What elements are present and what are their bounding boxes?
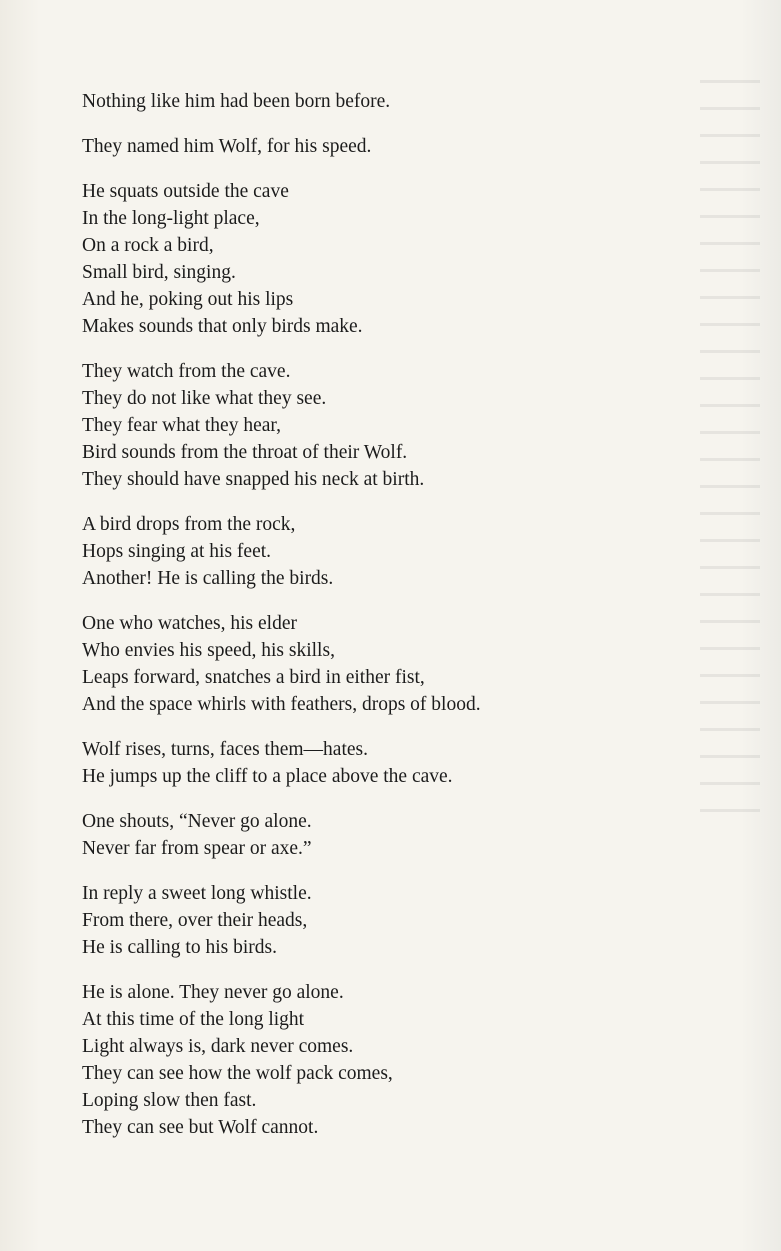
poem-line: And he, poking out his lips — [82, 289, 294, 310]
poem-line: Loping slow then fast. — [82, 1090, 257, 1111]
poem-line: Makes sounds that only birds make. — [82, 316, 363, 337]
poem-line: Never far from spear or axe.” — [82, 838, 312, 859]
stanza — [82, 808, 682, 862]
poem-line: He is calling to his birds. — [82, 937, 277, 958]
poem-line: Another! He is calling the birds. — [82, 568, 334, 589]
stanza — [82, 133, 682, 160]
poem-line: At this time of the long light — [82, 1009, 305, 1030]
stanza — [82, 880, 682, 961]
poem-line: Nothing like him had been born before. — [82, 91, 391, 112]
poem-line: They fear what they hear, — [82, 415, 281, 436]
poem-line: He jumps up the cliff to a place above the cave. — [82, 766, 453, 787]
stanza — [82, 511, 682, 592]
poem-line: He squats outside the cave — [82, 181, 289, 202]
poem-line: In reply a sweet long whistle. — [82, 883, 312, 904]
stanza — [82, 178, 682, 340]
poem-line: One who watches, his elder — [82, 613, 297, 634]
poem-line: Light always is, dark never comes. — [82, 1036, 354, 1057]
poem-line: One shouts, “Never go alone. — [82, 811, 312, 832]
stanza — [82, 358, 682, 493]
poem-line: Wolf rises, turns, faces them—hates. — [82, 739, 368, 760]
poem-line: Small bird, singing. — [82, 262, 236, 283]
poem-line: They do not like what they see. — [82, 388, 327, 409]
show-through-text — [700, 80, 781, 1130]
poem-line: A bird drops from the rock, — [82, 514, 296, 535]
poem-line: They should have snapped his neck at birth. — [82, 469, 425, 490]
poem-line: Hops singing at his feet. — [82, 541, 272, 562]
stanza — [82, 736, 682, 790]
poem-line: They watch from the cave. — [82, 361, 291, 382]
poem-line: From there, over their heads, — [82, 910, 308, 931]
stanza — [82, 610, 682, 718]
poem-line: Who envies his speed, his skills, — [82, 640, 335, 661]
poem-line: And the space whirls with feathers, drops of blood. — [82, 694, 481, 715]
poem-line: Bird sounds from the throat of their Wolf. — [82, 442, 408, 463]
poem-line: They can see how the wolf pack comes, — [82, 1063, 393, 1084]
poem-line: They named him Wolf, for his speed. — [82, 136, 372, 157]
poem-line: They can see but Wolf cannot. — [82, 1117, 319, 1138]
poem-line: In the long-light place, — [82, 208, 260, 229]
stanza — [82, 979, 682, 1141]
stanza — [82, 88, 682, 115]
poem-line: On a rock a bird, — [82, 235, 214, 256]
poem-line: He is alone. They never go alone. — [82, 982, 344, 1003]
poem-line: Leaps forward, snatches a bird in either fist, — [82, 667, 425, 688]
poem-body — [82, 88, 682, 1159]
